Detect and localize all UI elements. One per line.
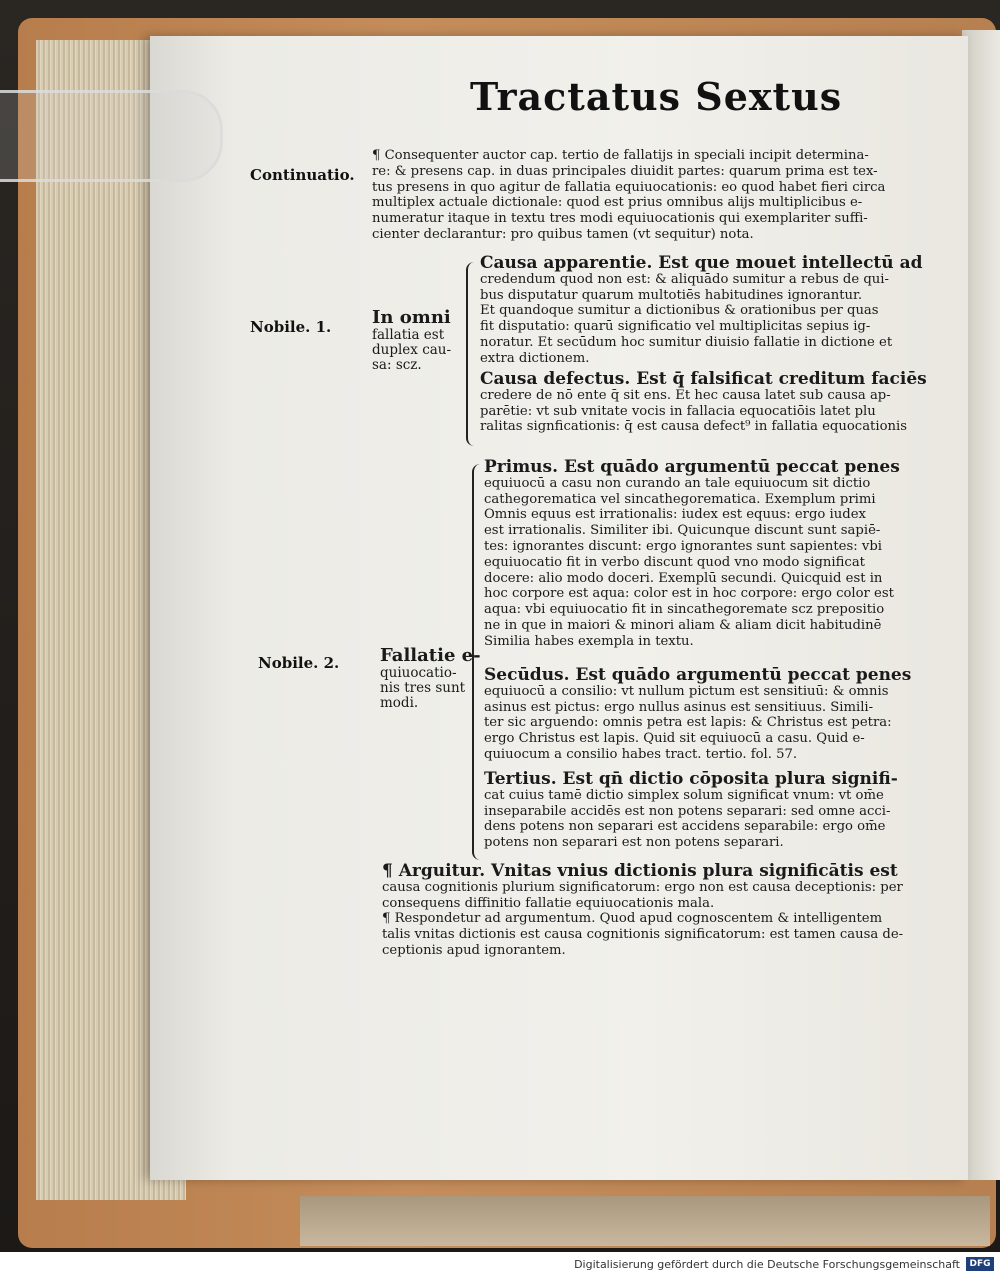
text-line: nis tres sunt — [380, 680, 466, 696]
text-line: consequens diffinitio fallatie equiuocationis mala. — [382, 895, 715, 911]
text-line: quiuocatio- — [380, 665, 457, 681]
secundus-block — [484, 665, 912, 763]
text-line: numeratur itaque in textu tres modi equiuocationis qui exemplariter suffi- — [372, 211, 868, 227]
text-line: ne in que in maiori & minori aliam & aliam dicit habitudinē — [484, 617, 882, 633]
text-line: cat cuius tamē dictio simplex solum significat vnum: vt om̄e — [484, 787, 884, 803]
text-line: ¶ Arguitur. Vnitas vnius dictionis plura significātis est — [382, 861, 898, 881]
text-line: modi. — [380, 695, 419, 711]
text-line: ceptionis apud ignorantem. — [382, 942, 566, 958]
text-line: Similia habes exempla in textu. — [484, 633, 694, 649]
margin-note-continuatio: Continuatio. — [250, 166, 355, 184]
text-line: multiplex actuale dictionale: quod est prius omnibus alijs multiplicibus e- — [372, 195, 863, 211]
text-line: causa cognitionis plurium significatorum: ergo non est causa deceptionis: per — [382, 879, 903, 895]
causa-apparentie-block — [480, 253, 923, 367]
text-line: talis vnitas dictionis est causa cognitionis significatorum: est tamen causa de- — [382, 927, 904, 943]
margin-note-nobile-2: Nobile. 2. — [258, 654, 340, 672]
brace-causa — [466, 262, 478, 446]
text-line: cathegorematica vel sincathegorematica. Exemplum primi — [484, 491, 876, 507]
text-line: In omni — [372, 307, 451, 328]
primus-block — [484, 457, 900, 650]
dfg-logo: DFG — [966, 1257, 994, 1271]
text-line: quiuocum a consilio habes tract. tertio. fol. 57. — [484, 746, 798, 762]
text-line: est irrationalis. Similiter ibi. Quicunque discunt sunt sapiē- — [484, 523, 881, 539]
text-line: equiuocatio fit in verbo discunt quod vno modo significat — [484, 554, 865, 570]
lead-fallatie-modi — [380, 646, 481, 711]
funding-notice: Digitalisierung gefördert durch die Deutsche Forschungsgemeinschaft — [574, 1258, 960, 1271]
text-line: re: & presens cap. in duas principales diuidit partes: quarum prima est tex- — [372, 163, 878, 179]
text-line: ¶ Consequenter auctor cap. tertio de fallatijs in speciali incipit determina- — [372, 148, 869, 163]
text-line: extra dictionem. — [480, 350, 590, 366]
footer-bar — [0, 1252, 1000, 1279]
tertius-block — [484, 769, 898, 851]
page-title: Tractatus Sextus — [470, 74, 843, 119]
text-line: Fallatie e- — [380, 645, 481, 666]
text-line: asinus est pictus: ergo nullus asinus est sensitiuus. Simili- — [484, 699, 874, 715]
page-clip — [0, 90, 223, 182]
text-line: fallatia est — [372, 327, 445, 343]
text-line: inseparabile accidēs est non potens separari: sed omne acci- — [484, 803, 891, 819]
text-line: credendum quod non est: & aliquādo sumitur a rebus de qui- — [480, 271, 889, 287]
text-line: tes: ignorantes discunt: ergo ignorantes sunt sapientes: vbi — [484, 538, 883, 554]
text-line: Causa defectus. Est q̄ falsificat creditum faciēs — [480, 369, 927, 389]
text-line: fit disputatio: quarū significatio vel multiplicitas sepius ig- — [480, 319, 871, 335]
text-line: ergo Christus est lapis. Quid sit equiuocū a casu. Quid e- — [484, 731, 865, 747]
show-through-text — [380, 120, 384, 135]
text-line: sa: scz. — [372, 357, 422, 373]
text-line: dens potens non separari est accidens separabile: ergo om̄e — [484, 819, 886, 835]
text-line: ter sic arguendo: omnis petra est lapis: & Christus est petra: — [484, 715, 892, 731]
text-line: ralitas signficationis: q̄ est causa defect⁹ in fallatia equocationis — [480, 419, 907, 435]
lead-duplex-causa — [372, 308, 451, 373]
text-line: Et quandoque sumitur a dictionibus & orationibus per quas — [480, 303, 879, 319]
text-line: Secūdus. Est quādo argumentū peccat penes — [484, 665, 912, 685]
text-line: parētie: vt sub vnitate vocis in fallacia equocatiōis latet plu — [480, 403, 876, 419]
text-line: noratur. Et secūdum hoc sumitur diuisio fallatie in dictione et — [480, 334, 893, 350]
text-line: potens non separari est non potens separari. — [484, 835, 784, 851]
brace-modi — [472, 464, 484, 860]
text-line: Primus. Est quādo argumentū peccat penes — [484, 457, 900, 477]
text-line: credere de nō ente q̄ sit ens. Et hec causa latet sub causa ap- — [480, 387, 891, 403]
text-line: aqua: vbi equiuocatio fit in sincathegoremate scz prepositio — [484, 602, 885, 618]
text-line: Tertius. Est qn̄ dictio cōposita plura signifi- — [484, 769, 898, 789]
text-line: docere: alio modo doceri. Exemplū secundi. Quicquid est in — [484, 570, 883, 586]
book-bottom-edge — [300, 1196, 990, 1246]
text-line: equiuocū a casu non curando an tale equiuocum sit dictio — [484, 475, 871, 491]
arguitur-block — [382, 861, 904, 959]
text-line: duplex cau- — [372, 342, 452, 358]
margin-note-nobile-1: Nobile. 1. — [250, 318, 332, 336]
text-line: equiuocū a consilio: vt nullum pictum est sensitiuū: & omnis — [484, 683, 889, 699]
text-line: bus disputatur quarum multotiēs habitudines ignorantur. — [480, 287, 863, 303]
text-line: Omnis equus est irrationalis: iudex est equus: ergo iudex — [484, 507, 866, 523]
text-line: tus presens in quo agitur de fallatia equiuocationis: eo quod habet fieri circa — [372, 179, 886, 195]
intro-paragraph — [372, 148, 885, 243]
causa-defectus-block — [480, 369, 927, 435]
text-line: Causa apparentie. Est que mouet intellectū ad — [480, 253, 923, 273]
text-line: ¶ Respondetur ad argumentum. Quod apud cognoscentem & intelligentem — [382, 911, 883, 927]
text-line: hoc corpore est aqua: color est in hoc corpore: ergo color est — [484, 586, 894, 602]
text-line: cienter declarantur: pro quibus tamen (vt sequitur) nota. — [372, 226, 754, 242]
